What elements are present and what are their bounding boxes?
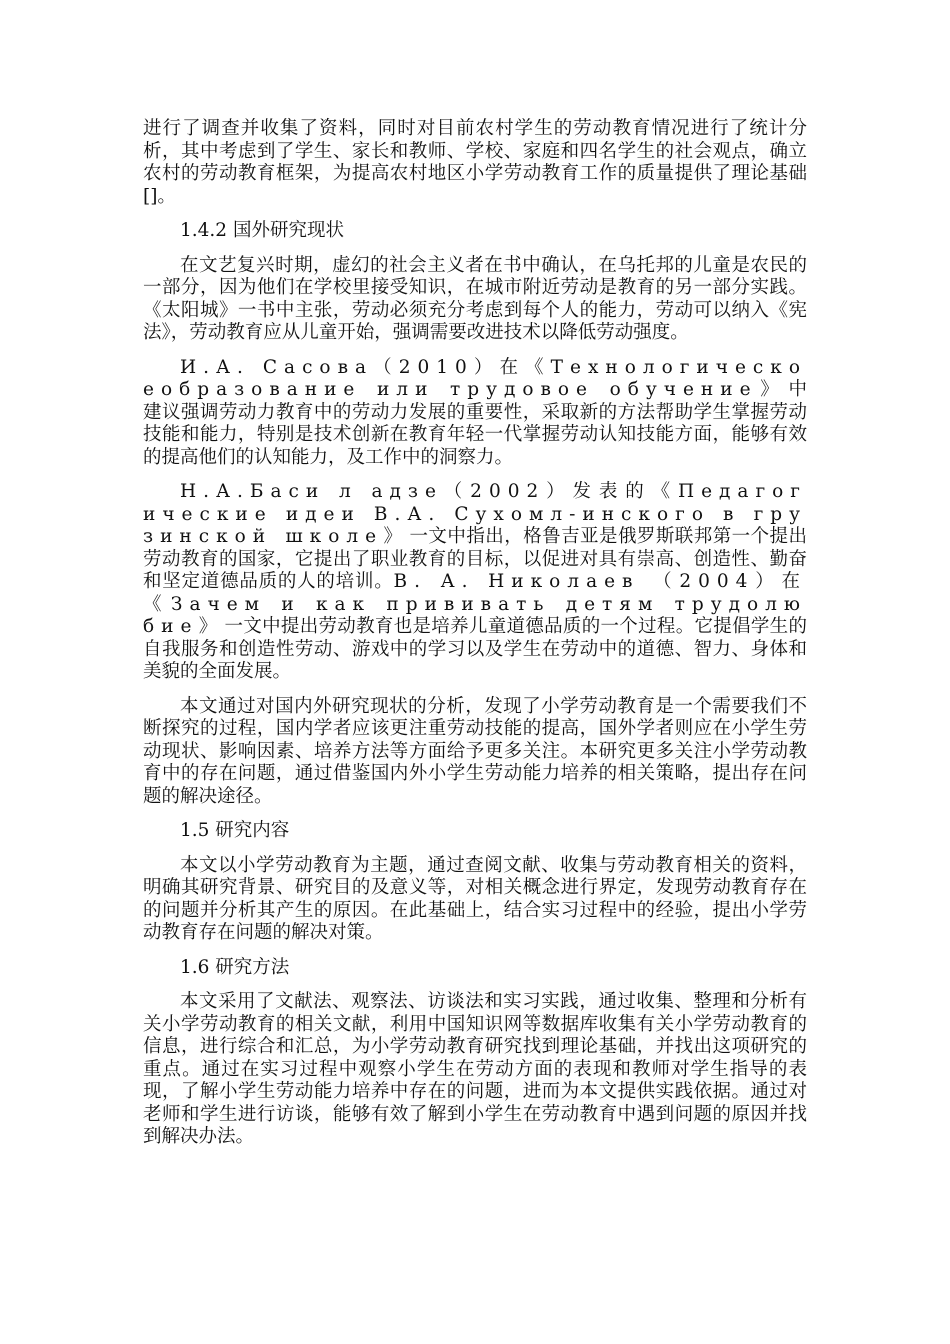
paragraph-nikolaev-text: 一文中提出劳动教育也是培养儿童道德品质的一个过程。它提倡学生的自我服务和创造性劳动、游戏中的学习以及学生在劳动中的道德、智力、身体和美貌的全面发展。	[143, 616, 807, 682]
paragraph-sasova	[143, 357, 807, 470]
paragraph-sasova-text: 中建议强调劳动力教育中的劳动力发展的重要性，采取新的方法帮助学生掌握劳动技能和能力，特别是技术创新在教育年轻一代掌握劳动认知技能方面，能够有效的提高他们的认知能力，及工作中的洞察力。	[143, 379, 807, 468]
paragraph-continuation: 进行了调查并收集了资料，同时对目前农村学生的劳动教育情况进行了统计分析，其中考虑到了学生、家长和教师、学校、家庭和四名学生的社会观点，确立农村的劳动教育框架，为提高农村地区小学劳动教育工作的质量提供了理论基础[]。	[143, 118, 807, 207]
paragraph-summary: 本文通过对国内外研究现状的分析，发现了小学劳动教育是一个需要我们不断探究的过程，国内学者应该更注重劳动技能的提高，国外学者则应在小学生劳动现状、影响因素、培养方法等方面给予更多关注。本研究更多关注小学劳动教育中的存在问题，通过借鉴国内外小学生劳动能力培养的相关策略，提出存在问题的解决途径。	[143, 695, 807, 807]
paragraph-basiladze	[143, 481, 807, 684]
russian-citation-nikolaev: В. А. Николаев （2004）在《Зачем и как прививать детям трудолюбие》	[143, 571, 807, 637]
russian-citation-basiladze: Н.А.Баси л адзе（2002）发表的《Педагогические идеи В.А. Сухомл-инского в грузинской школе》	[143, 481, 807, 547]
paragraph-renaissance: 在文艺复兴时期，虚幻的社会主义者在书中确认，在乌托邦的儿童是农民的一部分，因为他们在学校里接受知识，在城市附近劳动是教育的另一部分实践。《太阳城》一书中主张，劳动必须充分考虑到每个人的能力，劳动可以纳入《宪法》，劳动教育应从儿童开始，强调需要改进技术以降低劳动强度。	[143, 254, 807, 343]
section-heading-1-5: 1.5 研究内容	[180, 820, 290, 841]
paragraph-basiladze-text: 一文中指出，格鲁吉亚是俄罗斯联邦第一个提出劳动教育的国家，它提出了职业教育的目标，以促进对具有崇高、创造性、勤奋和坚定道德品质的人的培训。	[143, 526, 807, 592]
paragraph-research-content: 本文以小学劳动教育为主题，通过查阅文献、收集与劳动教育相关的资料，明确其研究背景、研究目的及意义等，对相关概念进行界定，发现劳动教育存在的问题并分析其产生的原因。在此基础上，结合实习过程中的经验，提出小学劳动教育存在问题的解决对策。	[143, 854, 807, 943]
paragraph-research-methods: 本文采用了文献法、观察法、访谈法和实习实践，通过收集、整理和分析有关小学劳动教育的相关文献，利用中国知识网等数据库收集有关小学劳动教育的信息，进行综合和汇总，为小学劳动教育研究找到理论基础，并找出这项研究的重点。通过在实习过程中观察小学生在劳动方面的表现和教师对学生指导的表现，了解小学生劳动能力培养中存在的问题，进而为本文提供实践依据。通过对老师和学生进行访谈，能够有效了解到小学生在劳动教育中遇到问题的原因并找到解决办法。	[143, 991, 807, 1147]
document-page	[143, 118, 807, 1161]
section-heading-1-6: 1.6 研究方法	[180, 956, 290, 978]
russian-citation-sasova: И.А. Сасова（2010）在《Технологическоеобразование или трудовое обучение》	[143, 356, 807, 400]
section-heading-1-4-2: 1.4.2 国外研究现状	[180, 220, 344, 241]
